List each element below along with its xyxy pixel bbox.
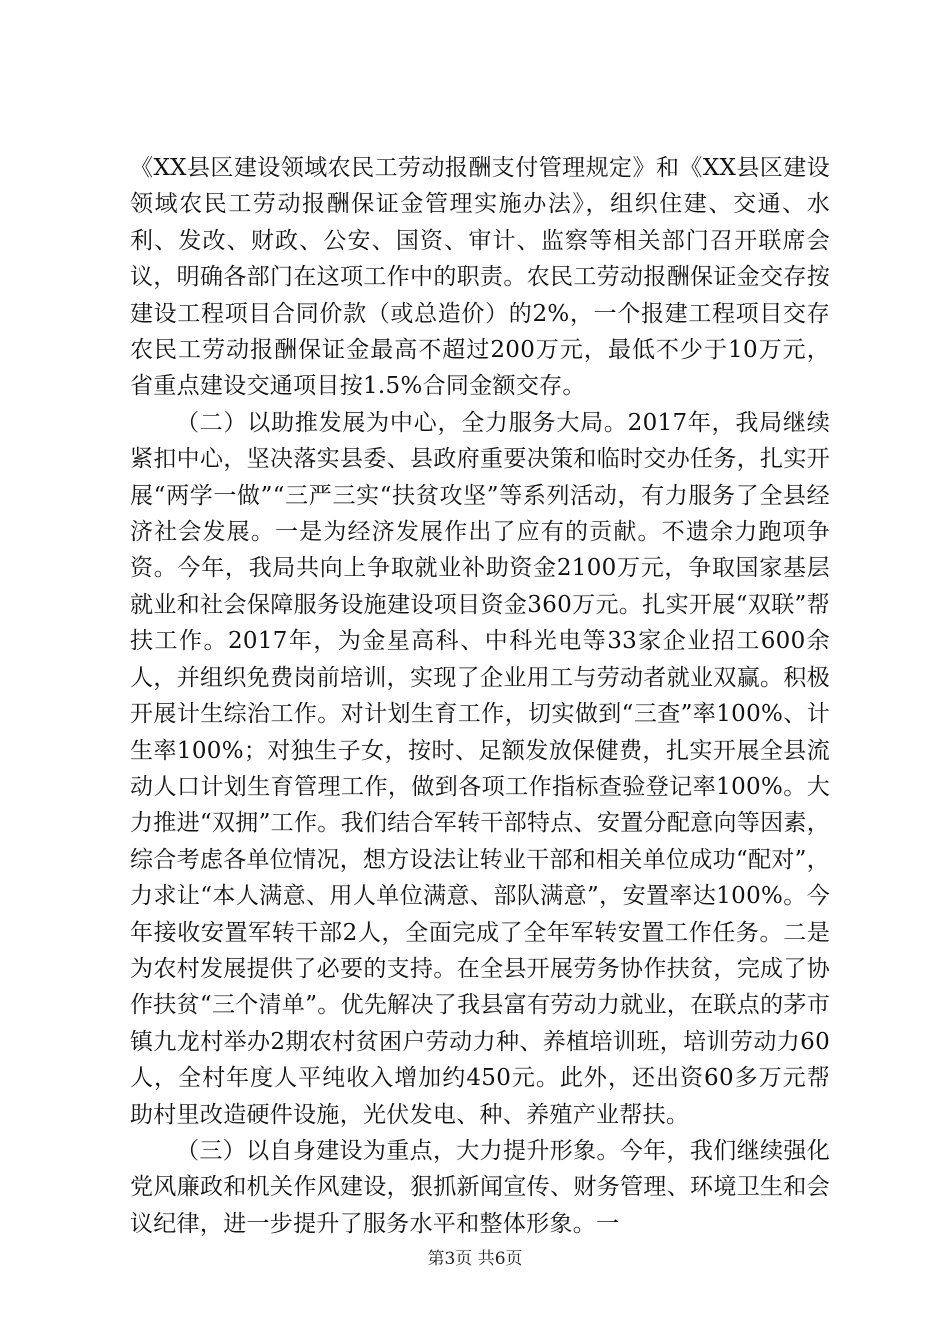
paragraph-section-two: （二）以助推发展为中心，全力服务大局。2017年，我局继续紧扣中心，坚决落实县委、县政府重要决策和临时交办任务，扎实开展“两学一做”“三严三实“扶贫攻坚”等系列活动，有力服务了全县经济社会发展。一是为经济发展作出了应有的贡献。不遗余力跑项争资。今年，我局共向上争取就业补助资金2100万元，争取国家基层就业和社会保障服务设施建设项目资金360万元。扎实开展“双联”帮扶工作。2017年，为金星高科、中科光电等33家企业招工600余人，并组织免费岗前培训，实现了企业用工与劳动者就业双赢。积极开展计生综治工作。对计划生育工作，切实做到“三查”率100%、计生率100%；对独生子女，按时、足额发放保健费，扎实开展全县流动人口计划生育管理工作，做到各项工作指标查验登记率100%。大力推进“双拥”工作。我们结合军转干部特点、安置分配意向等因素，综合考虑各单位情况，想方设法让转业干部和相关单位成功“配对”，力求让“本人满意、用人单位满意、部队满意”，安置率达100%。今年接收安置军转干部2人，全面完成了全年军转安置工作任务。二是为农村发展提供了必要的支持。在全县开展劳务协作扶贫，完成了协作扶贫“三个清单”。优先解决了我县富有劳动力就业，在联点的茅市镇九龙村举办2期农村贫困户劳动力种、养植培训班，培训劳动力60人，全村年度人平纯收入增加约450元。此外，还出资60多万元帮助村里改造硬件设施，光伏发电、种、养殖产业帮扶。 bbox=[130, 409, 830, 1128]
document-body bbox=[130, 150, 830, 1242]
paragraph-continuation: 《XX县区建设领域农民工劳动报酬支付管理规定》和《XX县区建设领域农民工劳动报酬保证金管理实施办法》，组织住建、交通、水利、发改、财政、公安、国资、审计、监察等相关部门召开联席会议，明确各部门在这项工作中的职责。农民工劳动报酬保证金交存按建设工程项目合同价款（或总造价）的2%，一个报建工程项目交存农民工劳动报酬保证金最高不超过200万元，最低不少于10万元，省重点建设交通项目按1.5%合同金额交存。 bbox=[130, 155, 830, 400]
page-footer: 第3页 共6页 bbox=[427, 1249, 523, 1269]
paragraph-section-three: （三）以自身建设为重点，大力提升形象。今年，我们继续强化党风廉政和机关作风建设，狠抓新闻宣传、财务管理、环境卫生和会议纪律，进一步提升了服务水平和整体形象。一 bbox=[130, 1137, 830, 1237]
